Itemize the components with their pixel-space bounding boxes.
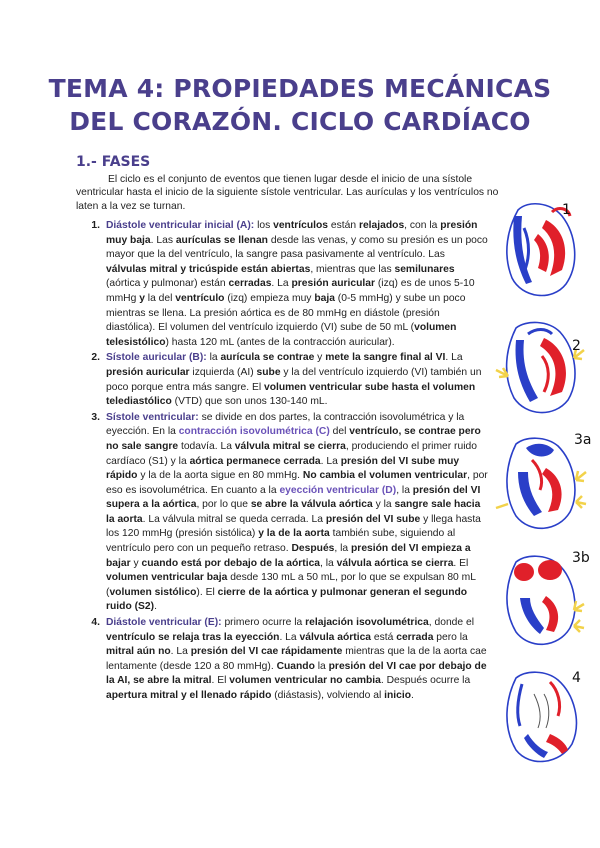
figure-label: 2 (572, 338, 581, 354)
phase-title: Diástole ventricular inicial (A): (106, 220, 255, 231)
figure-label: 3b (572, 550, 590, 566)
phase-number: 2. (91, 352, 100, 364)
heart-diagram-icon (488, 432, 600, 542)
title-line-2: DEL CORAZÓN. CICLO CARDÍACO (69, 107, 531, 136)
phase-item (78, 219, 488, 350)
figure-label: 4 (572, 670, 581, 686)
phase-number: 1. (91, 220, 100, 231)
section-heading: 1.- FASES (76, 154, 151, 170)
phase-text: Diástole ventricular inicial (A): los ventrículos están relajados, con la presión muy baja. Las aurículas se llenan desde las venas, y como su presión es un poco mayor que la del ventrículo, la sangre pasa pasivamente al ventrículo. Las válvulas mitral y tricúspide están abiertas, mientras que las semilunares (aórtica y pulmonar) están cerradas. La presión auricular (izq) es de unos 5-10 mmHg y la del ventrículo (izq) empieza muy baja (0-5 mmHg) y sube un poco mientras se llena. La presión aórtica es de 80 mmHg en diástole (presión diastólica). El volumen del ventrículo izquierdo (VI) sube de 50 mL (volumen telesistólico) hasta 120 mL (antes de la contracción auricular). (106, 220, 488, 348)
heart-figure-4 (488, 664, 600, 774)
figure-label: 3a (574, 432, 592, 448)
phase-title: Sístole auricular (B): (106, 352, 207, 364)
page-title (40, 72, 560, 138)
title-line-1: TEMA 4: PROPIEDADES MECÁNICAS (48, 74, 552, 103)
heart-figure-2 (488, 316, 600, 426)
heart-figure-3a (488, 432, 600, 542)
intro-paragraph: El ciclo es el conjunto de eventos que tienen lugar desde el inicio de una sístole ventricular hasta el inicio de la siguiente sístole ventricular. Las aurículas y los ventrículos no laten a la vez se turnan. (76, 174, 499, 212)
heart-diagram-icon (488, 664, 600, 774)
phase-number: 4. (91, 617, 100, 629)
phase-title: Sístole ventricular: (106, 411, 199, 423)
phase-text: Diástole ventricular (E): primero ocurre la relajación isovolumétrica, donde el ventrículo se relaja tras la eyección. La válvula aórtica está cerrada pero la mitral aún no. La presión del VI cae rápidamente mientras que la de la aorta cae lentamente (desde 120 a 80 mmHg). Cuando la presión del VI cae por debajo de la AI, se abre la mitral. El volumen ventricular no cambia. Después ocurre la apertura mitral y el llenado rápido (diástasis), volviendo al inicio. (106, 617, 487, 701)
phase-item (78, 616, 488, 704)
heart-figure-column (488, 198, 600, 798)
phase-title: Diástole ventricular (E): (106, 617, 222, 629)
heart-figure-3b (488, 548, 600, 658)
phase-list (78, 219, 488, 705)
phase-item (78, 411, 488, 615)
heart-diagram-icon (488, 316, 600, 426)
phase-text: Sístole ventricular: se divide en dos partes, la contracción isovolumétrica y la eyección. En la contracción isovolumétrica (C) del ventrículo, se contrae pero no sale sangre todavía. La válvula mitral se cierra, produciendo el primer ruido cardíaco (S1) y la aórtica permanece cerrada. La presión del VI sube muy rápido y la de la aorta sigue en 80 mmHg. No cambia el volumen ventricular, por eso es isovolumétrica. En cuanto a la eyección ventricular (D), la presión del VI supera a la aórtica, por lo que se abre la válvula aórtica y la sangre sale hacia la aorta. La válvula mitral se queda cerrada. La presión del VI sube y llega hasta los 120 mmHg (presión sistólica) y la de la aorta también sube, siguiendo al ventrículo pero con un pequeño retraso. Después, la presión del VI empieza a bajar y cuando está por debajo de la aórtica, la válvula aórtica se cierra. El volumen ventricular baja desde 130 mL a 50 mL, por lo que se expulsan 80 mL (volumen sistólico). El cierre de la aórtica y pulmonar generan el segundo ruido (S2). (106, 411, 488, 613)
figure-label: 1 (562, 202, 571, 218)
phase-number: 3. (91, 411, 100, 423)
heart-figure-1 (488, 198, 600, 308)
phase-item (78, 351, 488, 409)
phase-text: Sístole auricular (B): la aurícula se contrae y mete la sangre final al VI. La presión auricular izquierda (AI) sube y la del ventrículo izquierdo (VI) también un poco porque entra más sangre. El volumen ventricular sube hasta el volumen telediastólico (VTD) que son unos 130-140 mL. (106, 352, 482, 408)
heart-diagram-icon (488, 198, 600, 308)
